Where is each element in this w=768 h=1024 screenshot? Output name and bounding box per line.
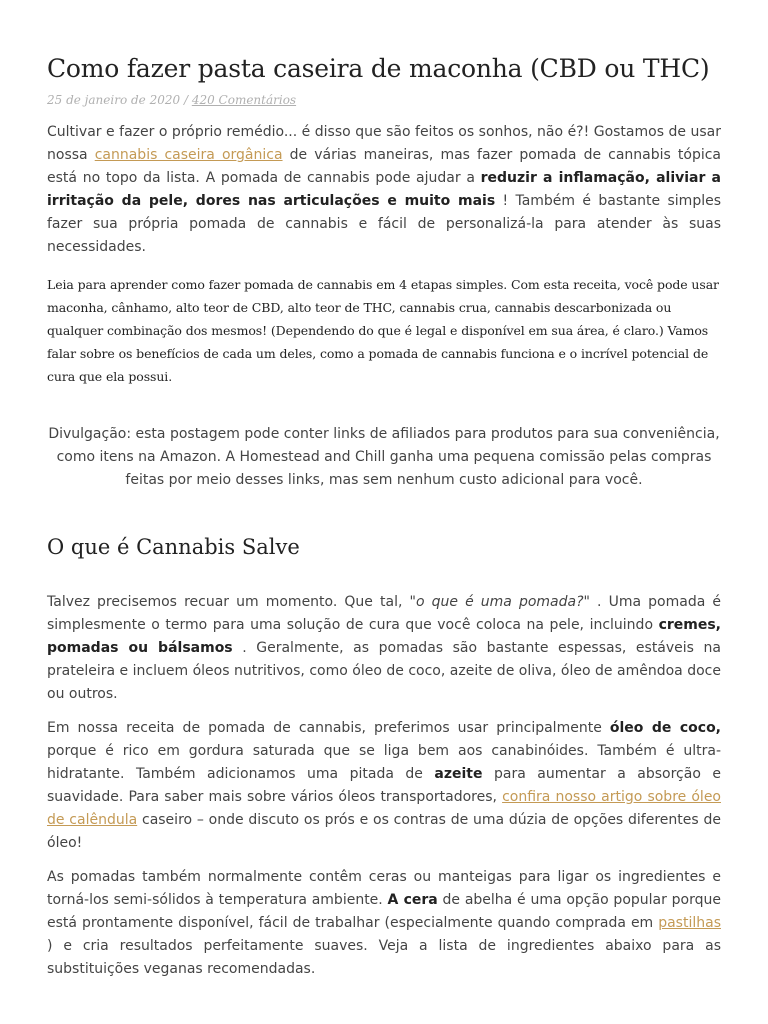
wax-text-1: As pomadas também normalmente contêm ceras ou manteigas para ligar os ingredientes e torná-los semi-sólidos à temperatura ambiente. [47, 869, 721, 908]
intro-bold-benefits: reduzir a inflamação, aliviar a irritação da pele, dores nas articulações e muito mais [47, 170, 721, 209]
serif-paragraph: Leia para aprender como fazer pomada de cannabis em 4 etapas simples. Com esta receita, você pode usar maconha, cânhamo, alto teor de CBD, alto teor de THC, cannabis crua, cannabis descarbonizada ou qualquer combinação dos mesmos! (Dependendo do que é legal e disponível em sua área, é claro.) Vamos falar sobre os benefícios de cada um deles, como a pomada de cannabis funciona e o incrível potencial de cura que ela possui. [47, 277, 719, 384]
salve-paragraph [47, 591, 721, 706]
salve-bold-types: cremes, pomadas ou bálsamos [47, 617, 721, 656]
organic-cannabis-link[interactable]: cannabis caseira orgânica [94, 147, 283, 163]
salve-text-2: . Uma pomada é simplesmente o termo para uma solução de cura que você coloca na pele, incluindo [47, 594, 721, 633]
article [47, 52, 721, 981]
salve-question: "o que é uma pomada?" [409, 594, 590, 610]
intro-text-1: Cultivar e fazer o próprio remédio... é disso que são feitos os sonhos, não é?! Gostamos de usar nossa [47, 124, 721, 163]
comments-link[interactable]: 420 Comentários [191, 93, 297, 107]
calendula-article-link[interactable]: confira nosso artigo sobre óleo de calêndula [47, 789, 721, 828]
wax-paragraph [47, 866, 721, 981]
intro-text-2: de várias maneiras, mas fazer pomada de cannabis tópica está no topo da lista. A pomada de cannabis pode ajudar a [47, 147, 722, 186]
recipe-text-4: caseiro – onde discuto os prós e os contras de uma dúzia de opções diferentes de óleo! [47, 812, 721, 851]
meta-separator: / [180, 93, 192, 107]
page-title: Como fazer pasta caseira de maconha (CBD ou THC) [47, 54, 710, 83]
wax-bold-beeswax: A cera [387, 892, 438, 908]
pastilles-link[interactable]: pastilhas [658, 915, 721, 931]
wax-text-2: de abelha é uma opção popular porque está prontamente disponível, fácil de trabalhar (especialmente quando comprada em [47, 892, 721, 931]
intro-text-3: ! Também é bastante simples fazer sua própria pomada de cannabis e fácil de personalizá-la para atender às suas necessidades. [47, 193, 721, 255]
wax-text-3: ) e cria resultados perfeitamente suaves. Veja a lista de ingredientes abaixo para as substituições veganas recomendadas. [47, 938, 721, 977]
affiliate-disclosure: Divulgação: esta postagem pode conter links de afiliados para produtos para sua conveniência, como itens na Amazon. A Homestead and Chill ganha uma pequena comissão pelas compras feitas por meio desses links, mas sem nenhum custo adicional para você. [48, 426, 720, 488]
salve-text-1: Talvez precisemos recuar um momento. Que tal, [47, 594, 410, 610]
recipe-bold-coconut: óleo de coco, [609, 720, 721, 736]
recipe-text-1: Em nossa receita de pomada de cannabis, preferimos usar principalmente [47, 720, 610, 736]
recipe-text-3: para aumentar a absorção e suavidade. Para saber mais sobre vários óleos transportadores, [47, 766, 721, 805]
salve-text-3: . Geralmente, as pomadas são bastante espessas, estáveis na prateleira e incluem óleos nutritivos, como óleo de coco, azeite de oliva, óleo de amêndoa doce ou outros. [47, 640, 721, 702]
recipe-bold-olive: azeite [434, 766, 483, 782]
section-title: O que é Cannabis Salve [47, 535, 300, 559]
recipe-paragraph [47, 717, 721, 855]
recipe-text-2: porque é rico em gordura saturada que se liga bem aos canabinóides. Também é ultra-hidratante. Também adicionamos uma pitada de [47, 743, 721, 782]
intro-paragraph [47, 121, 721, 259]
post-meta [47, 93, 721, 111]
post-date: 25 de janeiro de 2020 [47, 93, 181, 107]
